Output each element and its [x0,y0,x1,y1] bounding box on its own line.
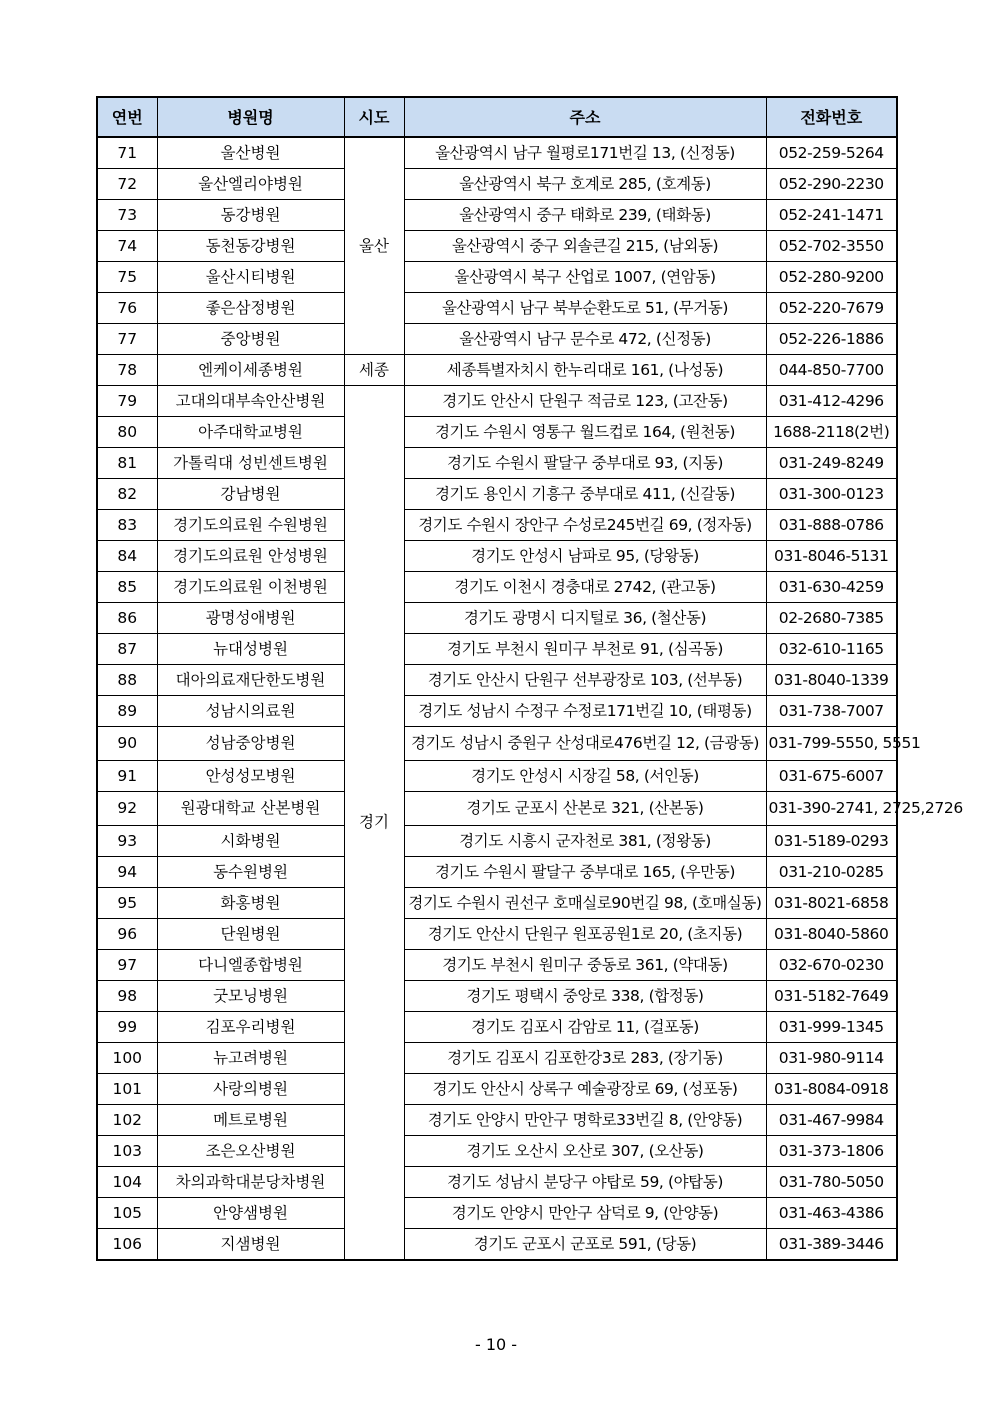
table-row [97,541,897,572]
cell-hospital-name: 울산시티병원 [157,262,344,293]
table-row [97,603,897,634]
cell-no: 74 [97,231,157,262]
cell-phone: 032-610-1165 [766,634,897,665]
cell-no: 99 [97,1012,157,1043]
cell-no: 88 [97,665,157,696]
cell-no: 87 [97,634,157,665]
cell-phone: 052-290-2230 [766,169,897,200]
table-row [97,696,897,727]
cell-hospital-name: 안성성모병원 [157,761,344,792]
table-row [97,231,897,262]
cell-address: 경기도 김포시 김포한강3로 283, (장기동) [404,1043,766,1074]
table-row [97,826,897,857]
cell-phone: 031-412-4296 [766,386,897,417]
cell-address: 경기도 수원시 권선구 호매실로90번길 98, (호매실동) [404,888,766,919]
cell-phone: 031-8021-6858 [766,888,897,919]
cell-phone: 032-670-0230 [766,950,897,981]
cell-address: 경기도 안성시 시장길 58, (서인동) [404,761,766,792]
header-address: 주소 [404,97,766,137]
cell-address: 경기도 부천시 원미구 중동로 361, (약대동) [404,950,766,981]
cell-no: 81 [97,448,157,479]
cell-phone: 031-373-1806 [766,1136,897,1167]
cell-no: 90 [97,727,157,761]
cell-hospital-name: 시화병원 [157,826,344,857]
cell-address: 울산광역시 남구 문수로 472, (신정동) [404,324,766,355]
cell-no: 78 [97,355,157,386]
cell-phone: 031-210-0285 [766,857,897,888]
cell-phone: 031-300-0123 [766,479,897,510]
cell-phone: 031-8040-1339 [766,665,897,696]
table-row [97,510,897,541]
cell-no: 83 [97,510,157,541]
cell-hospital-name: 광명성애병원 [157,603,344,634]
cell-address: 경기도 수원시 팔달구 중부대로 165, (우만동) [404,857,766,888]
table-row [97,981,897,1012]
table-row [97,355,897,386]
cell-phone: 031-8040-5860 [766,919,897,950]
cell-phone: 031-799-5550, 5551 [766,727,897,761]
table-row [97,479,897,510]
cell-hospital-name: 동강병원 [157,200,344,231]
cell-address: 경기도 안산시 단원구 적금로 123, (고잔동) [404,386,766,417]
cell-phone: 044-850-7700 [766,355,897,386]
hospital-table [96,96,963,1261]
table-row [97,417,897,448]
cell-phone: 052-702-3550 [766,231,897,262]
cell-no: 82 [97,479,157,510]
table-row [97,262,897,293]
cell-hospital-name: 김포우리병원 [157,1012,344,1043]
cell-no: 72 [97,169,157,200]
cell-hospital-name: 대아의료재단한도병원 [157,665,344,696]
cell-phone: 031-463-4386 [766,1198,897,1229]
table-row [97,888,897,919]
cell-no: 106 [97,1229,157,1261]
cell-no: 100 [97,1043,157,1074]
cell-no: 77 [97,324,157,355]
cell-no: 95 [97,888,157,919]
cell-hospital-name: 고대의대부속안산병원 [157,386,344,417]
table-row [97,665,897,696]
cell-no: 104 [97,1167,157,1198]
header-name: 병원명 [157,97,344,137]
cell-address: 경기도 김포시 감암로 11, (걸포동) [404,1012,766,1043]
cell-no: 98 [97,981,157,1012]
cell-hospital-name: 뉴대성병원 [157,634,344,665]
cell-phone: 052-220-7679 [766,293,897,324]
cell-hospital-name: 울산엘리야병원 [157,169,344,200]
cell-region: 울산 [344,137,404,355]
cell-address: 경기도 안산시 단원구 선부광장로 103, (선부동) [404,665,766,696]
cell-hospital-name: 원광대학교 산본병원 [157,792,344,826]
cell-address: 경기도 안양시 만안구 명학로33번길 8, (안양동) [404,1105,766,1136]
cell-phone: 031-999-1345 [766,1012,897,1043]
cell-hospital-name: 메트로병원 [157,1105,344,1136]
cell-hospital-name: 중앙병원 [157,324,344,355]
cell-hospital-name: 차의과학대분당차병원 [157,1167,344,1198]
cell-address: 울산광역시 북구 산업로 1007, (연암동) [404,262,766,293]
cell-no: 94 [97,857,157,888]
cell-no: 101 [97,1074,157,1105]
cell-hospital-name: 엔케이세종병원 [157,355,344,386]
table-row [97,727,897,761]
cell-phone: 031-467-9984 [766,1105,897,1136]
cell-address: 경기도 수원시 영통구 월드컵로 164, (원천동) [404,417,766,448]
cell-address: 경기도 군포시 산본로 321, (산본동) [404,792,766,826]
cell-address: 경기도 이천시 경충대로 2742, (관고동) [404,572,766,603]
cell-hospital-name: 사랑의병원 [157,1074,344,1105]
cell-address: 경기도 오산시 오산로 307, (오산동) [404,1136,766,1167]
table-row [97,1074,897,1105]
cell-hospital-name: 다니엘종합병원 [157,950,344,981]
table-row [97,1043,897,1074]
cell-phone: 031-5182-7649 [766,981,897,1012]
cell-phone: 052-280-9200 [766,262,897,293]
cell-address: 울산광역시 남구 월평로171번길 13, (신정동) [404,137,766,169]
cell-phone: 031-5189-0293 [766,826,897,857]
cell-no: 105 [97,1198,157,1229]
cell-hospital-name: 동수원병원 [157,857,344,888]
cell-address: 세종특별자치시 한누리대로 161, (나성동) [404,355,766,386]
table-row [97,572,897,603]
cell-hospital-name: 성남중앙병원 [157,727,344,761]
cell-address: 경기도 평택시 중앙로 338, (합정동) [404,981,766,1012]
cell-no: 92 [97,792,157,826]
cell-address: 울산광역시 남구 북부순환도로 51, (무거동) [404,293,766,324]
table-row [97,169,897,200]
table-row [97,137,897,169]
cell-no: 84 [97,541,157,572]
cell-address: 울산광역시 중구 태화로 239, (태화동) [404,200,766,231]
cell-phone: 031-390-2741, 2725,2726 [766,792,897,826]
cell-hospital-name: 화홍병원 [157,888,344,919]
table-row [97,448,897,479]
cell-phone: 031-780-5050 [766,1167,897,1198]
cell-address: 경기도 군포시 군포로 591, (당동) [404,1229,766,1261]
table-row [97,1198,897,1229]
table-row [97,634,897,665]
cell-address: 경기도 성남시 분당구 야탑로 59, (야탑동) [404,1167,766,1198]
cell-no: 86 [97,603,157,634]
cell-hospital-name: 아주대학교병원 [157,417,344,448]
table-row [97,1229,897,1261]
cell-phone: 031-8046-5131 [766,541,897,572]
cell-phone: 031-675-6007 [766,761,897,792]
cell-phone: 031-389-3446 [766,1229,897,1261]
cell-no: 73 [97,200,157,231]
table-row [97,324,897,355]
cell-address: 울산광역시 중구 외솔큰길 215, (남외동) [404,231,766,262]
table-row [97,1105,897,1136]
cell-address: 경기도 수원시 팔달구 중부대로 93, (지동) [404,448,766,479]
cell-hospital-name: 안양샘병원 [157,1198,344,1229]
table-row [97,857,897,888]
table-header-row [97,97,897,137]
cell-address: 경기도 용인시 기흥구 중부대로 411, (신갈동) [404,479,766,510]
cell-address: 경기도 부천시 원미구 부천로 91, (심곡동) [404,634,766,665]
cell-no: 103 [97,1136,157,1167]
table-row [97,386,897,417]
cell-phone: 052-241-1471 [766,200,897,231]
cell-hospital-name: 동천동강병원 [157,231,344,262]
table-row [97,950,897,981]
cell-phone: 031-980-9114 [766,1043,897,1074]
table-row [97,1012,897,1043]
cell-address: 경기도 안산시 상록구 예술광장로 69, (성포동) [404,1074,766,1105]
table-row [97,1167,897,1198]
cell-address: 경기도 안산시 단원구 원포공원1로 20, (초지동) [404,919,766,950]
cell-phone: 031-630-4259 [766,572,897,603]
cell-no: 89 [97,696,157,727]
cell-hospital-name: 지샘병원 [157,1229,344,1261]
cell-no: 79 [97,386,157,417]
table-row [97,293,897,324]
cell-phone: 052-259-5264 [766,137,897,169]
cell-hospital-name: 뉴고려병원 [157,1043,344,1074]
cell-phone: 031-738-7007 [766,696,897,727]
cell-hospital-name: 울산병원 [157,137,344,169]
cell-address: 경기도 안성시 남파로 95, (당왕동) [404,541,766,572]
cell-hospital-name: 굿모닝병원 [157,981,344,1012]
table-row [97,200,897,231]
cell-no: 97 [97,950,157,981]
cell-no: 76 [97,293,157,324]
header-no: 연번 [97,97,157,137]
cell-hospital-name: 경기도의료원 이천병원 [157,572,344,603]
table-row [97,761,897,792]
cell-address: 경기도 안양시 만안구 삼덕로 9, (안양동) [404,1198,766,1229]
cell-hospital-name: 강남병원 [157,479,344,510]
cell-hospital-name: 성남시의료원 [157,696,344,727]
cell-no: 93 [97,826,157,857]
cell-address: 경기도 광명시 디지털로 36, (철산동) [404,603,766,634]
cell-phone: 1688-2118(2번) [766,417,897,448]
table-row [97,792,897,826]
cell-phone: 031-8084-0918 [766,1074,897,1105]
cell-no: 80 [97,417,157,448]
cell-no: 102 [97,1105,157,1136]
table-row [97,919,897,950]
cell-no: 71 [97,137,157,169]
cell-region: 경기 [344,386,404,1261]
cell-phone: 031-249-8249 [766,448,897,479]
cell-no: 75 [97,262,157,293]
table-row [97,1136,897,1167]
cell-hospital-name: 가톨릭대 성빈센트병원 [157,448,344,479]
cell-address: 경기도 성남시 수정구 수정로171번길 10, (태평동) [404,696,766,727]
cell-address: 경기도 성남시 중원구 산성대로476번길 12, (금광동) [404,727,766,761]
cell-no: 96 [97,919,157,950]
cell-region: 세종 [344,355,404,386]
cell-address: 경기도 수원시 장안구 수성로245번길 69, (정자동) [404,510,766,541]
cell-hospital-name: 좋은삼정병원 [157,293,344,324]
cell-hospital-name: 단원병원 [157,919,344,950]
header-region: 시도 [344,97,404,137]
cell-hospital-name: 조은오산병원 [157,1136,344,1167]
cell-phone: 052-226-1886 [766,324,897,355]
cell-address: 울산광역시 북구 호계로 285, (호계동) [404,169,766,200]
page-number: - 10 - [474,1335,518,1354]
cell-address: 경기도 시흥시 군자천로 381, (정왕동) [404,826,766,857]
cell-no: 85 [97,572,157,603]
cell-hospital-name: 경기도의료원 안성병원 [157,541,344,572]
header-phone: 전화번호 [766,97,897,137]
cell-no: 91 [97,761,157,792]
cell-phone: 031-888-0786 [766,510,897,541]
cell-phone: 02-2680-7385 [766,603,897,634]
cell-hospital-name: 경기도의료원 수원병원 [157,510,344,541]
